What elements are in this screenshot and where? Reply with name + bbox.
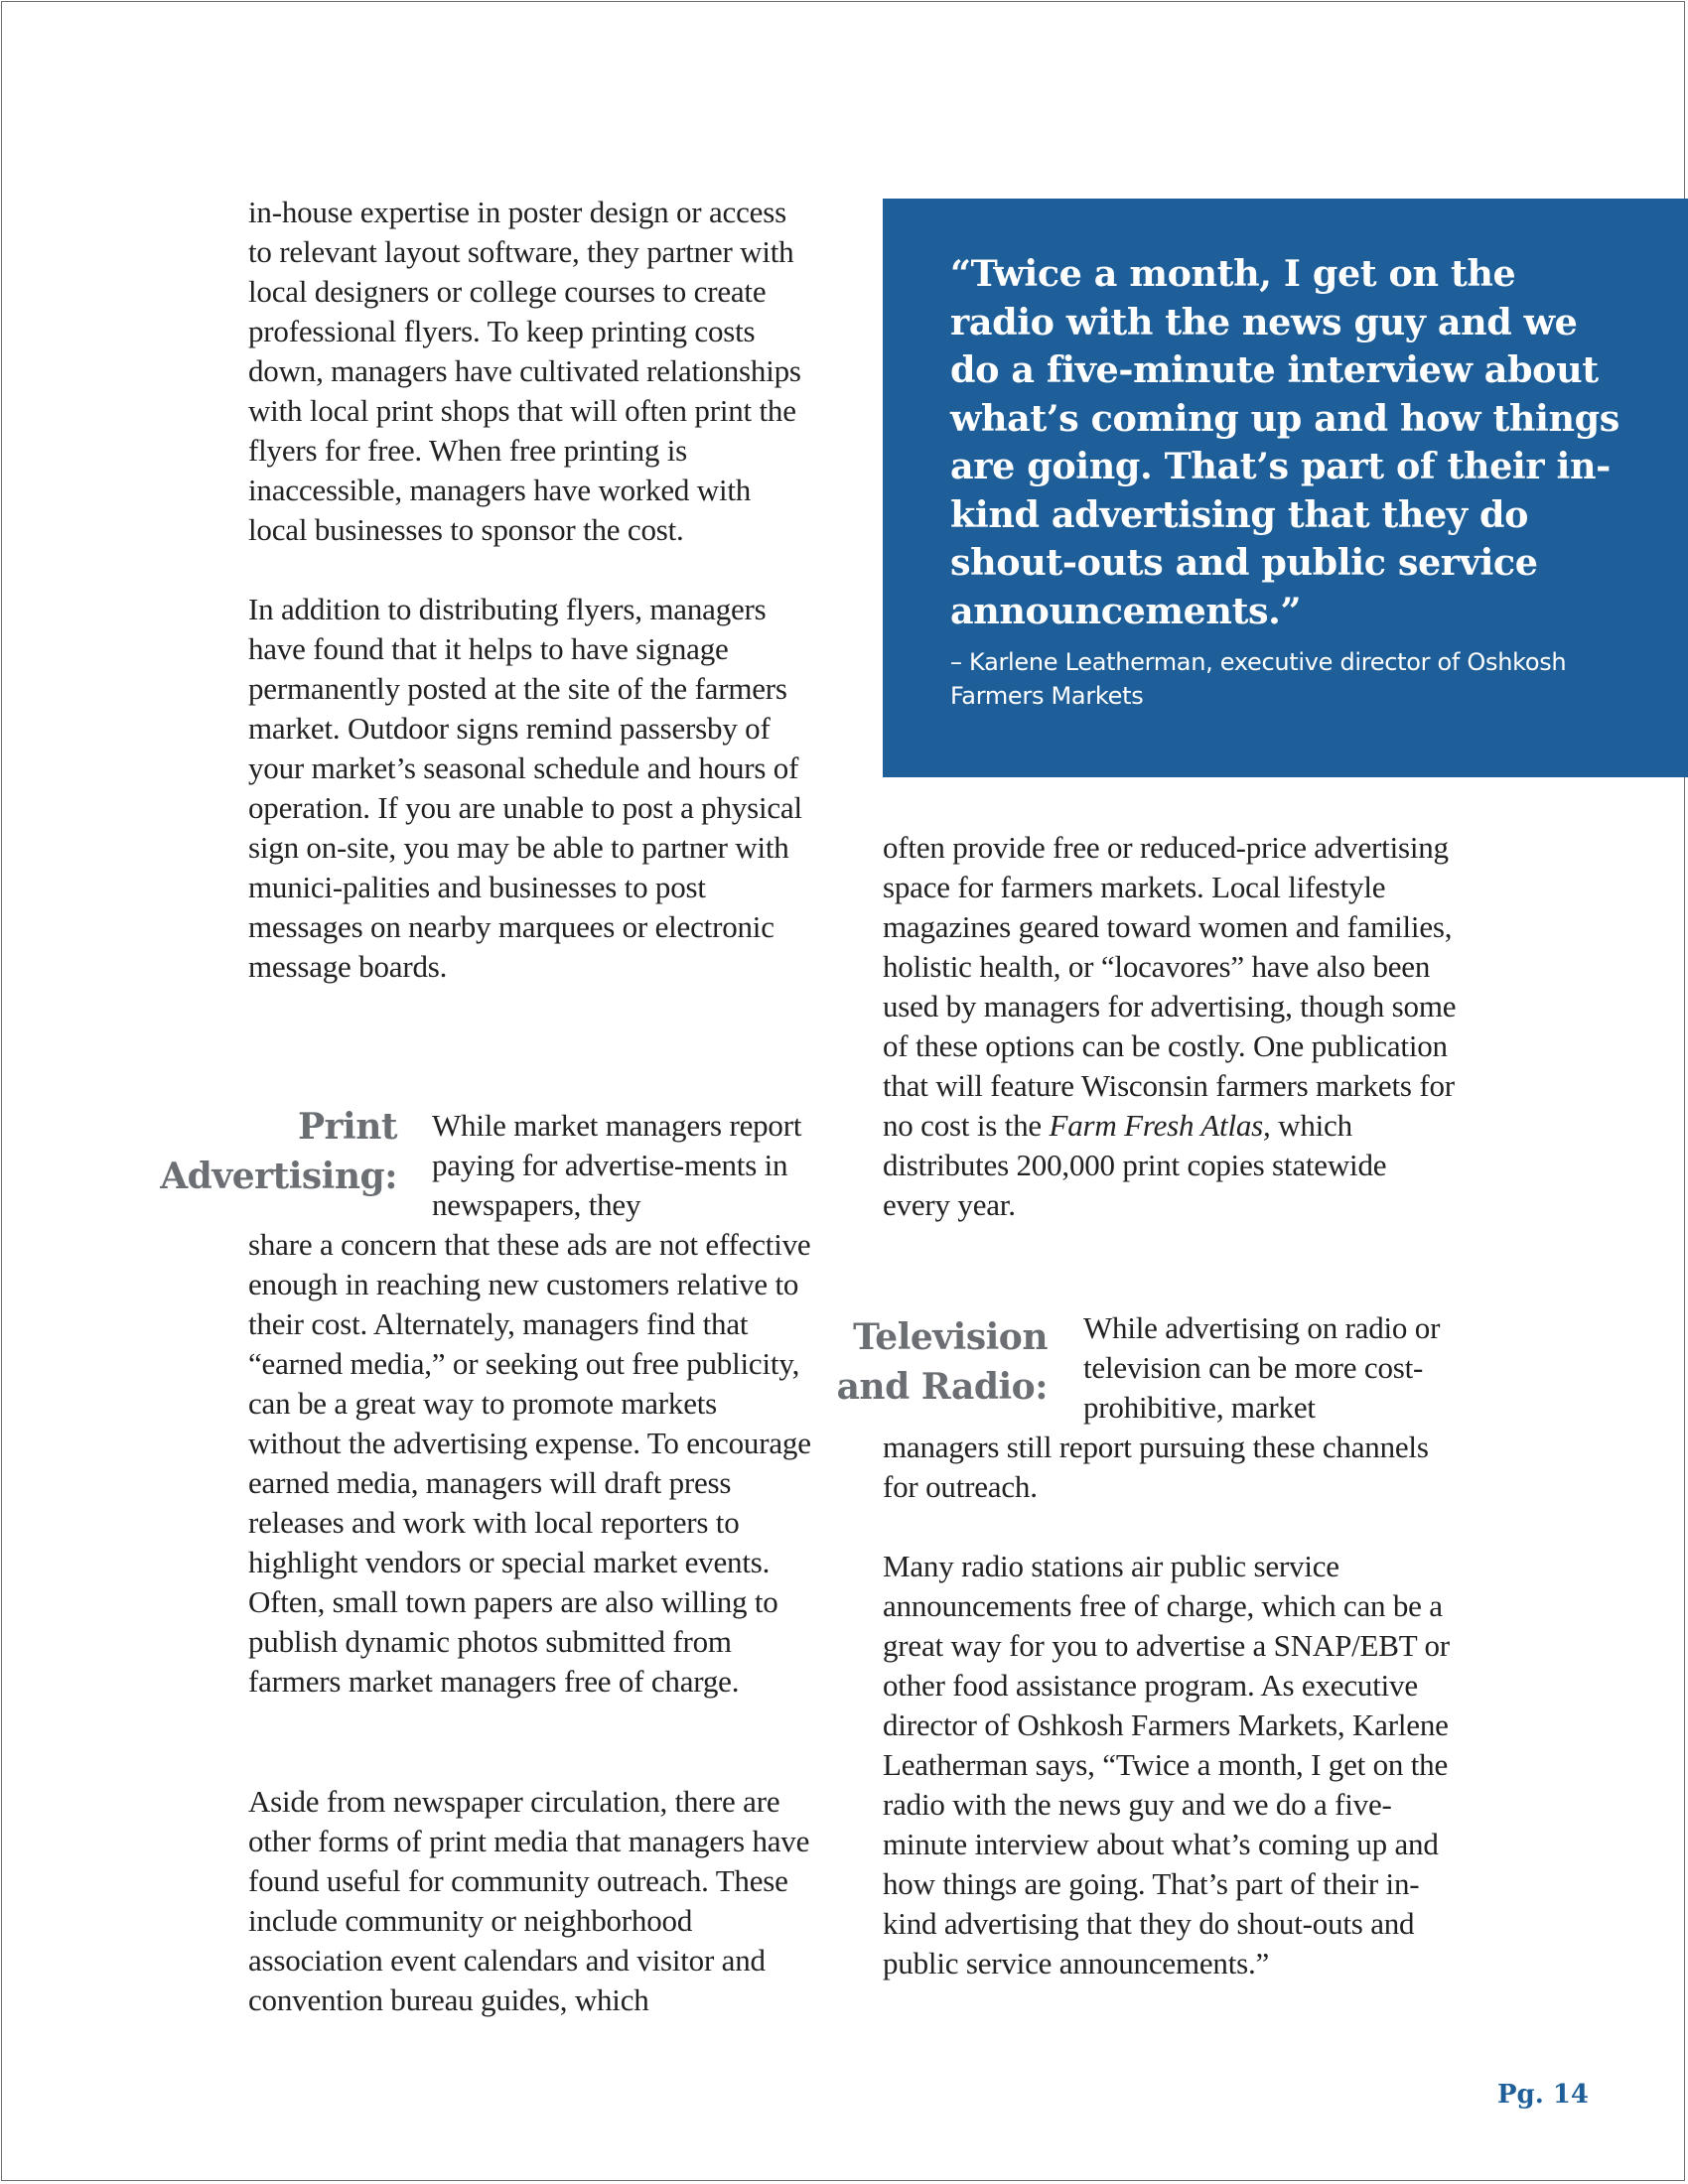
pull-quote-text: “Twice a month, I get on the radio with the news guy and we do a five-minute interview about what’s coming up and how things are going. That’s part of their in-kind advertising that they do shout-outs and public service announcements.” [950,252,1619,632]
attribution-text: Karlene Leatherman, executive director of Oshkosh Farmers Markets [950,648,1567,710]
tv-paragraph-lead: While advertising on radio or television can be more cost-prohibitive, market [1083,1310,1441,1425]
farm-fresh-atlas-title: Farm Fresh Atlas, [1049,1108,1271,1143]
right-paragraph-1 [883,828,1459,1225]
left-column [248,193,814,987]
right-paragraph-1-text: often provide free or reduced-price advertising space for farmers markets. Local lifestyle magazines geared toward women and families, holistic health, or “locavores” have also been used by managers for advertising, though some of these options can be costly. One publication that will feature Wisconsin farmers markets for no cost is the [883,830,1457,1143]
left-paragraph-2: In addition to distributing flyers, managers have found that it helps to have signage permanently posted at the site of the farmers market. Outdoor signs remind passersby of your market’s seasonal schedule and hours of operation. If you are unable to post a physical sign on-site, you may be able to partner with munici-palities and businesses to post messages on nearby marquees or electronic message boards. [248,592,802,984]
television-radio-heading [774,1312,1048,1412]
print-paragraph-rest: share a concern that these ads are not effective enough in reaching new customers relative to their cost. Alternately, managers find that “earned media,” or seeking out free publicity, can be a great way to promote markets without the advertising expense. To encourage earned media, managers will draft press releases and work with local reporters to highlight vendors or special market events. Often, small town papers are also willing to publish dynamic photos submitted from farmers market managers free of charge. [248,1227,811,1699]
tv-paragraph-rest: managers still report pursuing these channels for outreach. [883,1430,1429,1504]
print-heading-line-1: Print [297,1106,397,1148]
attribution-dash: – [950,648,962,676]
right-paragraph-3: Many radio stations air public service announcements free of charge, which can be a great way for you to advertise a SNAP/EBT or other food assistance program. As executive director of Oshkosh Farmers Markets, Karlene Leatherman says, “Twice a month, I get on the radio with the news guy and we do a five-minute interview about what’s coming up and how things are going. That’s part of their in-kind advertising that they do shout-outs and public service announcements.” [883,1549,1450,1980]
pull-quote-box [883,199,1688,777]
print-heading-line-2: Advertising: [160,1156,397,1197]
pull-quote-attribution [950,645,1586,713]
right-paragraph-1-end: which distributes 200,000 print copies statewide every year. [883,1108,1387,1222]
print-paragraph-lead: While market managers report paying for advertise-ments in newspapers, they [432,1108,802,1222]
print-advertising-heading [119,1102,397,1201]
tv-heading-line-2: and Radio: [836,1366,1048,1408]
page-number: Pg. 14 [1496,2080,1589,2110]
left-paragraph-1: in-house expertise in poster design or access to relevant layout software, they partner with local designers or college courses to create professional flyers. To keep printing costs down, managers have cultivated relationships with local print shops that will often print the flyers for free. When free printing is inaccessible, managers have worked with local businesses to sponsor the cost. [248,195,801,547]
left-paragraph-4: Aside from newspaper circulation, there are other forms of print media that managers have found useful for community outreach. These include community or neighborhood association event calendars and visitor and convention bureau guides, which [248,1784,810,2017]
tv-heading-line-1: Television [853,1316,1048,1358]
